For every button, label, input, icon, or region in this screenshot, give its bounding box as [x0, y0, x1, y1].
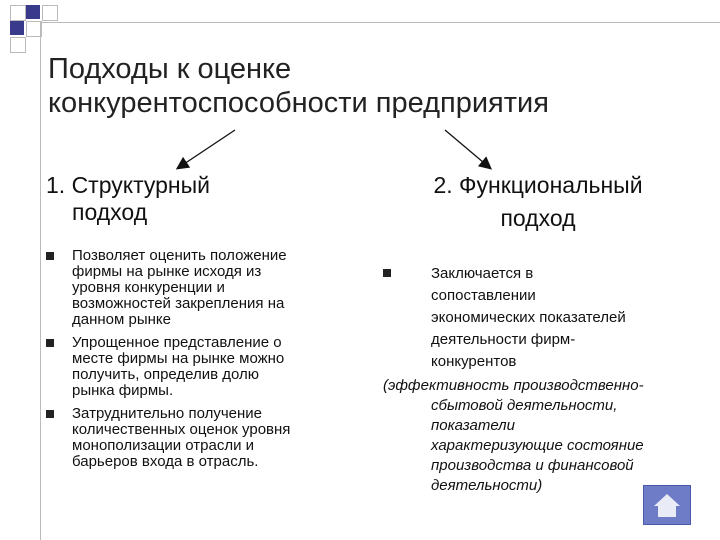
structural-bullet-list [46, 248, 346, 477]
note-line: деятельности) [431, 477, 543, 494]
bullet-line: монополизации отрасли и [72, 437, 255, 454]
note-line: характеризующие состояние [431, 437, 644, 454]
title-line: конкурентоспособности предприятия [48, 87, 549, 119]
bullet-line: экономических показателей [431, 309, 626, 326]
bullet-square-icon [46, 252, 54, 260]
bullet-line: фирмы на рынке исходя из [72, 263, 262, 280]
bullet-line: конкурентов [431, 353, 517, 370]
functional-approach-heading [383, 172, 693, 232]
bullet-line: возможностей закрепления на [72, 295, 285, 312]
bullet-line: сопоставлении [431, 287, 536, 304]
list-item [46, 406, 346, 470]
nav-home-icon [644, 486, 690, 524]
heading-line: подход [72, 199, 148, 225]
note-line: сбытовой деятельности, [431, 397, 618, 414]
arrow-right [445, 130, 490, 168]
arrow-left [178, 130, 235, 168]
note-line: (эффективность производственно- [383, 377, 644, 394]
bullet-line: барьеров входа в отрасль. [72, 453, 259, 470]
bullet-line: Заключается в [431, 265, 534, 282]
bullet-line: получить, определив долю [72, 366, 260, 383]
heading-line: 1. Структурный [46, 172, 210, 198]
note-line: производства и финансовой [431, 457, 634, 474]
list-item [46, 335, 346, 399]
nav-home-button[interactable] [643, 485, 691, 525]
bullet-square-icon [383, 269, 391, 277]
bullet-square-icon [46, 339, 54, 347]
bullet-line: деятельности фирм- [431, 331, 576, 348]
bullet-line: количественных оценок уровня [72, 421, 291, 438]
bullet-square-icon [46, 410, 54, 418]
structural-approach-heading [46, 172, 210, 226]
bullet-line: месте фирмы на рынке можно [72, 350, 285, 367]
bullet-line: данном рынке [72, 311, 171, 328]
title-line: Подходы к оценке [48, 53, 292, 85]
heading-line: подход [500, 205, 576, 231]
bullet-line: Затруднительно получение [72, 405, 262, 422]
bullet-line: уровня конкуренции и [72, 279, 225, 296]
bullet-line: Упрощенное представление о [72, 334, 282, 351]
note-line: показатели [431, 417, 515, 434]
bullet-text [431, 263, 681, 373]
bullet-line: Позволяет оценить положение [72, 247, 287, 264]
heading-line: 2. Функциональный [433, 172, 643, 198]
list-item [46, 248, 346, 328]
functional-note [383, 376, 703, 496]
bullet-line: рынка фирмы. [72, 382, 174, 399]
